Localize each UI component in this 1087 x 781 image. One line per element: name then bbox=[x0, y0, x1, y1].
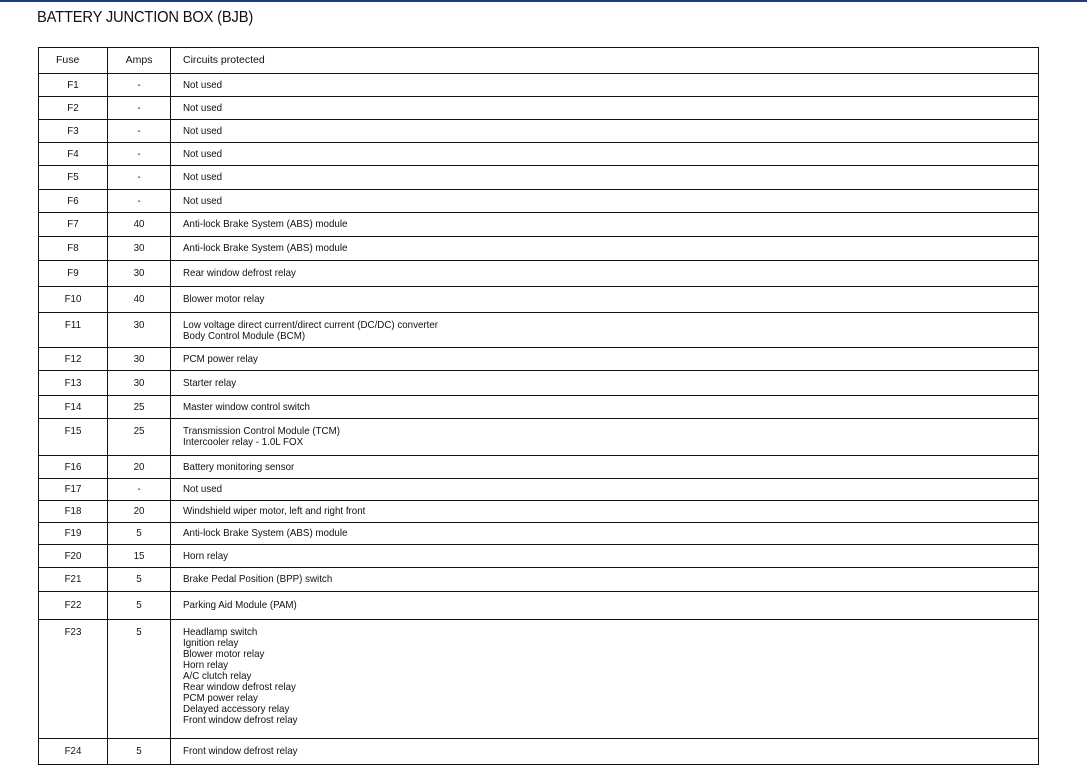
table-row bbox=[39, 97, 1039, 120]
table-row bbox=[39, 120, 1039, 143]
circuits-cell bbox=[171, 97, 1039, 120]
circuits-cell bbox=[171, 287, 1039, 313]
circuits-cell bbox=[171, 523, 1039, 545]
fuse-cell bbox=[39, 371, 108, 396]
fuse-cell bbox=[39, 237, 108, 261]
circuit-line: Intercooler relay - 1.0L FOX bbox=[183, 436, 304, 448]
amps-cell bbox=[108, 348, 171, 371]
circuits-cell bbox=[171, 120, 1039, 143]
table-row bbox=[39, 523, 1039, 545]
fuse-id: F14 bbox=[64, 400, 82, 413]
fuse-id: F16 bbox=[64, 460, 82, 473]
fuse-cell bbox=[39, 287, 108, 313]
fuse-id: F3 bbox=[67, 124, 79, 137]
circuit-line: A/C clutch relay bbox=[183, 670, 252, 682]
amps-value: - bbox=[137, 147, 141, 160]
fuse-cell bbox=[39, 97, 108, 120]
amps-cell bbox=[108, 74, 171, 97]
amps-cell bbox=[108, 545, 171, 568]
circuits-cell bbox=[171, 568, 1039, 592]
amps-value: 30 bbox=[133, 376, 145, 389]
fuse-id: F6 bbox=[67, 194, 79, 207]
table-row bbox=[39, 545, 1039, 568]
fuse-id: F17 bbox=[64, 483, 82, 495]
circuit-line: Rear window defrost relay bbox=[183, 267, 296, 279]
circuits-cell bbox=[171, 261, 1039, 287]
table-row bbox=[39, 74, 1039, 97]
amps-cell bbox=[108, 143, 171, 166]
amps-cell bbox=[108, 237, 171, 261]
circuit-line: Horn relay bbox=[183, 549, 229, 562]
table-row bbox=[39, 592, 1039, 620]
table-body bbox=[39, 74, 1039, 765]
circuit-line: Headlamp switch bbox=[183, 626, 258, 638]
circuit-line: Horn relay bbox=[183, 659, 229, 671]
amps-cell bbox=[108, 396, 171, 419]
amps-value: 5 bbox=[136, 573, 142, 585]
amps-cell bbox=[108, 120, 171, 143]
circuits-cell bbox=[171, 348, 1039, 371]
circuits-cell bbox=[171, 371, 1039, 396]
fuse-cell bbox=[39, 396, 108, 419]
fuse-id: F10 bbox=[64, 293, 82, 305]
fuse-cell bbox=[39, 213, 108, 237]
amps-cell bbox=[108, 479, 171, 501]
circuit-line: Windshield wiper motor, left and right front bbox=[183, 505, 366, 517]
circuits-cell bbox=[171, 190, 1039, 213]
circuits-cell bbox=[171, 74, 1039, 97]
circuit-line: Front window defrost relay bbox=[183, 714, 298, 726]
fuse-cell bbox=[39, 348, 108, 371]
circuit-line: Blower motor relay bbox=[183, 293, 265, 305]
amps-value: 30 bbox=[133, 242, 145, 254]
circuit-line: Battery monitoring sensor bbox=[183, 460, 295, 473]
fuse-cell bbox=[39, 419, 108, 456]
amps-value: 15 bbox=[133, 549, 145, 562]
fuse-id: F5 bbox=[67, 171, 79, 183]
circuits-cell bbox=[171, 396, 1039, 419]
amps-cell bbox=[108, 371, 171, 396]
circuits-cell bbox=[171, 592, 1039, 620]
top-rule bbox=[0, 0, 1087, 2]
amps-cell bbox=[108, 568, 171, 592]
fuse-cell bbox=[39, 501, 108, 523]
circuit-line: Anti-lock Brake System (ABS) module bbox=[183, 527, 348, 539]
circuits-cell bbox=[171, 479, 1039, 501]
fuse-cell bbox=[39, 592, 108, 620]
amps-cell bbox=[108, 419, 171, 456]
fuse-cell bbox=[39, 568, 108, 592]
fuse-id: F18 bbox=[64, 505, 82, 517]
fuse-cell bbox=[39, 456, 108, 479]
fuse-id: F2 bbox=[67, 101, 79, 114]
amps-value: 40 bbox=[133, 218, 145, 230]
circuits-cell bbox=[171, 501, 1039, 523]
circuit-line: Front window defrost relay bbox=[183, 745, 298, 757]
circuit-line: Transmission Control Module (TCM) bbox=[183, 425, 341, 437]
fuse-cell bbox=[39, 523, 108, 545]
circuit-line: Not used bbox=[183, 194, 223, 207]
fuse-id: F24 bbox=[64, 745, 82, 757]
circuits-cell bbox=[171, 237, 1039, 261]
fuse-id: F15 bbox=[64, 425, 82, 437]
amps-cell bbox=[108, 620, 171, 739]
circuit-line: Body Control Module (BCM) bbox=[183, 330, 306, 342]
circuits-cell bbox=[171, 739, 1039, 765]
table-row bbox=[39, 479, 1039, 501]
fuse-id: F19 bbox=[64, 527, 82, 539]
circuits-cell bbox=[171, 456, 1039, 479]
amps-value: - bbox=[137, 171, 141, 183]
column-header-circuits: Circuits protected bbox=[171, 48, 1039, 74]
amps-value: 20 bbox=[133, 460, 145, 473]
circuit-line: Not used bbox=[183, 483, 223, 495]
amps-value: - bbox=[137, 124, 141, 137]
fuse-id: F1 bbox=[67, 78, 79, 91]
fuse-id: F4 bbox=[67, 147, 79, 160]
amps-cell bbox=[108, 501, 171, 523]
circuit-line: Brake Pedal Position (BPP) switch bbox=[183, 573, 333, 585]
table-row bbox=[39, 166, 1039, 190]
amps-value: 30 bbox=[133, 267, 145, 279]
amps-value: 25 bbox=[133, 425, 145, 437]
amps-cell bbox=[108, 261, 171, 287]
amps-value: - bbox=[137, 78, 141, 91]
amps-cell bbox=[108, 456, 171, 479]
fuse-cell bbox=[39, 261, 108, 287]
page-title: BATTERY JUNCTION BOX (BJB) bbox=[37, 9, 254, 26]
fuse-id: F23 bbox=[64, 626, 82, 638]
circuit-line: PCM power relay bbox=[183, 692, 258, 704]
circuit-line: Not used bbox=[183, 124, 223, 137]
circuit-line: Master window control switch bbox=[183, 400, 310, 413]
fuse-id: F9 bbox=[67, 267, 79, 279]
table-row bbox=[39, 568, 1039, 592]
circuit-line: Not used bbox=[183, 101, 223, 114]
circuit-line: Blower motor relay bbox=[183, 648, 265, 660]
circuit-line: Anti-lock Brake System (ABS) module bbox=[183, 242, 348, 254]
table-row bbox=[39, 371, 1039, 396]
fuse-id: F20 bbox=[64, 549, 82, 562]
table-row bbox=[39, 456, 1039, 479]
fuse-id: F11 bbox=[64, 319, 82, 331]
amps-cell bbox=[108, 313, 171, 348]
amps-cell bbox=[108, 97, 171, 120]
circuit-line: Not used bbox=[183, 78, 223, 91]
fuse-cell bbox=[39, 313, 108, 348]
fuse-cell bbox=[39, 739, 108, 765]
fuse-id: F21 bbox=[64, 573, 82, 585]
fuse-cell bbox=[39, 120, 108, 143]
fuse-table bbox=[38, 47, 1039, 765]
table-row bbox=[39, 501, 1039, 523]
table-row bbox=[39, 396, 1039, 419]
fuse-id: F22 bbox=[64, 599, 82, 611]
table-row bbox=[39, 313, 1039, 348]
circuits-cell bbox=[171, 620, 1039, 739]
circuits-cell bbox=[171, 213, 1039, 237]
circuit-line: Not used bbox=[183, 147, 223, 160]
amps-value: 30 bbox=[133, 352, 145, 365]
amps-cell bbox=[108, 213, 171, 237]
amps-value: 5 bbox=[136, 527, 142, 539]
circuit-line: Anti-lock Brake System (ABS) module bbox=[183, 218, 348, 230]
circuit-line: Low voltage direct current/direct current (DC/DC) converter bbox=[183, 319, 439, 331]
fuse-cell bbox=[39, 620, 108, 739]
fuse-id: F7 bbox=[67, 218, 79, 230]
amps-cell bbox=[108, 592, 171, 620]
amps-value: - bbox=[137, 101, 141, 114]
circuits-cell bbox=[171, 313, 1039, 348]
table-row bbox=[39, 143, 1039, 166]
table-row bbox=[39, 190, 1039, 213]
amps-value: 25 bbox=[133, 400, 145, 413]
table-row bbox=[39, 237, 1039, 261]
circuits-cell bbox=[171, 419, 1039, 456]
circuit-line: PCM power relay bbox=[183, 352, 258, 365]
fuse-cell bbox=[39, 166, 108, 190]
amps-value: 5 bbox=[136, 599, 142, 611]
amps-cell bbox=[108, 739, 171, 765]
amps-value: - bbox=[137, 194, 141, 207]
amps-value: 30 bbox=[133, 319, 145, 331]
column-header-fuse: Fuse bbox=[39, 48, 108, 74]
fuse-cell bbox=[39, 479, 108, 501]
fuse-id: F8 bbox=[67, 242, 79, 254]
circuit-line: Delayed accessory relay bbox=[183, 703, 290, 715]
fuse-id: F12 bbox=[64, 352, 82, 365]
amps-cell bbox=[108, 190, 171, 213]
amps-value: 5 bbox=[136, 626, 142, 638]
table-row bbox=[39, 739, 1039, 765]
table-row bbox=[39, 419, 1039, 456]
circuit-line: Parking Aid Module (PAM) bbox=[183, 599, 297, 611]
circuits-cell bbox=[171, 166, 1039, 190]
fuse-id: F13 bbox=[64, 376, 82, 389]
table-row bbox=[39, 261, 1039, 287]
amps-value: 40 bbox=[133, 293, 145, 305]
fuse-cell bbox=[39, 143, 108, 166]
table-row bbox=[39, 287, 1039, 313]
circuit-line: Not used bbox=[183, 171, 223, 183]
amps-value: 20 bbox=[133, 505, 145, 517]
circuits-cell bbox=[171, 545, 1039, 568]
column-header-amps: Amps bbox=[108, 48, 171, 74]
table-row bbox=[39, 213, 1039, 237]
amps-cell bbox=[108, 166, 171, 190]
circuits-cell bbox=[171, 143, 1039, 166]
amps-cell bbox=[108, 523, 171, 545]
amps-value: - bbox=[137, 483, 141, 495]
table-header-row bbox=[39, 48, 1039, 74]
amps-value: 5 bbox=[136, 745, 142, 757]
table-row bbox=[39, 620, 1039, 739]
fuse-cell bbox=[39, 74, 108, 97]
amps-cell bbox=[108, 287, 171, 313]
circuit-line: Starter relay bbox=[183, 376, 237, 389]
fuse-cell bbox=[39, 545, 108, 568]
fuse-cell bbox=[39, 190, 108, 213]
circuit-line: Ignition relay bbox=[183, 637, 239, 649]
table-row bbox=[39, 348, 1039, 371]
circuit-line: Rear window defrost relay bbox=[183, 681, 296, 693]
